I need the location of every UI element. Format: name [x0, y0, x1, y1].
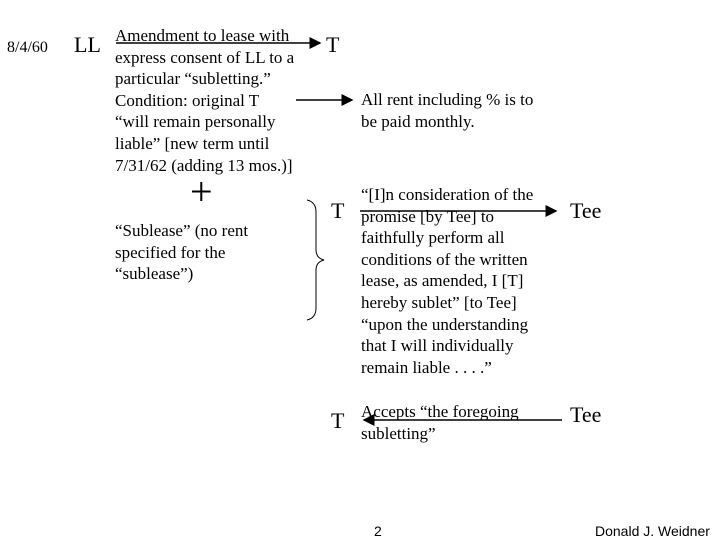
party-t-bottom: T: [331, 408, 345, 433]
sublease-label: “Sublease” (no rent specified for the “sublease”): [115, 221, 249, 284]
party-ll: LL: [74, 32, 101, 57]
amendment-text: Amendment to lease with express consent of LL to a particular “subletting.” Condition: original T “will remain personally liable” [new term until 7/31/62 (adding 13 mos.)]: [115, 26, 295, 175]
date-label: 8/4/60: [7, 39, 48, 56]
accepts-text: Accepts “the foregoing subletting”: [361, 402, 519, 443]
page-number: 2: [374, 523, 382, 539]
author-name: Donald J. Weidner: [595, 523, 710, 539]
party-tee-top: Tee: [570, 198, 602, 223]
party-tee-bottom: Tee: [570, 402, 602, 427]
plus-sign: +: [190, 169, 213, 214]
party-t-middle: T: [331, 198, 345, 223]
consideration-text: “[I]n consideration of the promise [by Tee] to faithfully perform all conditions of the written lease, as amended, I [T] hereby sublet” [to Tee] “upon the understanding that I will individually remain liable . . . .”: [361, 185, 534, 377]
party-t-top: T: [326, 32, 340, 57]
rent-text: All rent including % is to be paid monthly.: [361, 90, 534, 131]
brace-icon: [307, 200, 324, 320]
